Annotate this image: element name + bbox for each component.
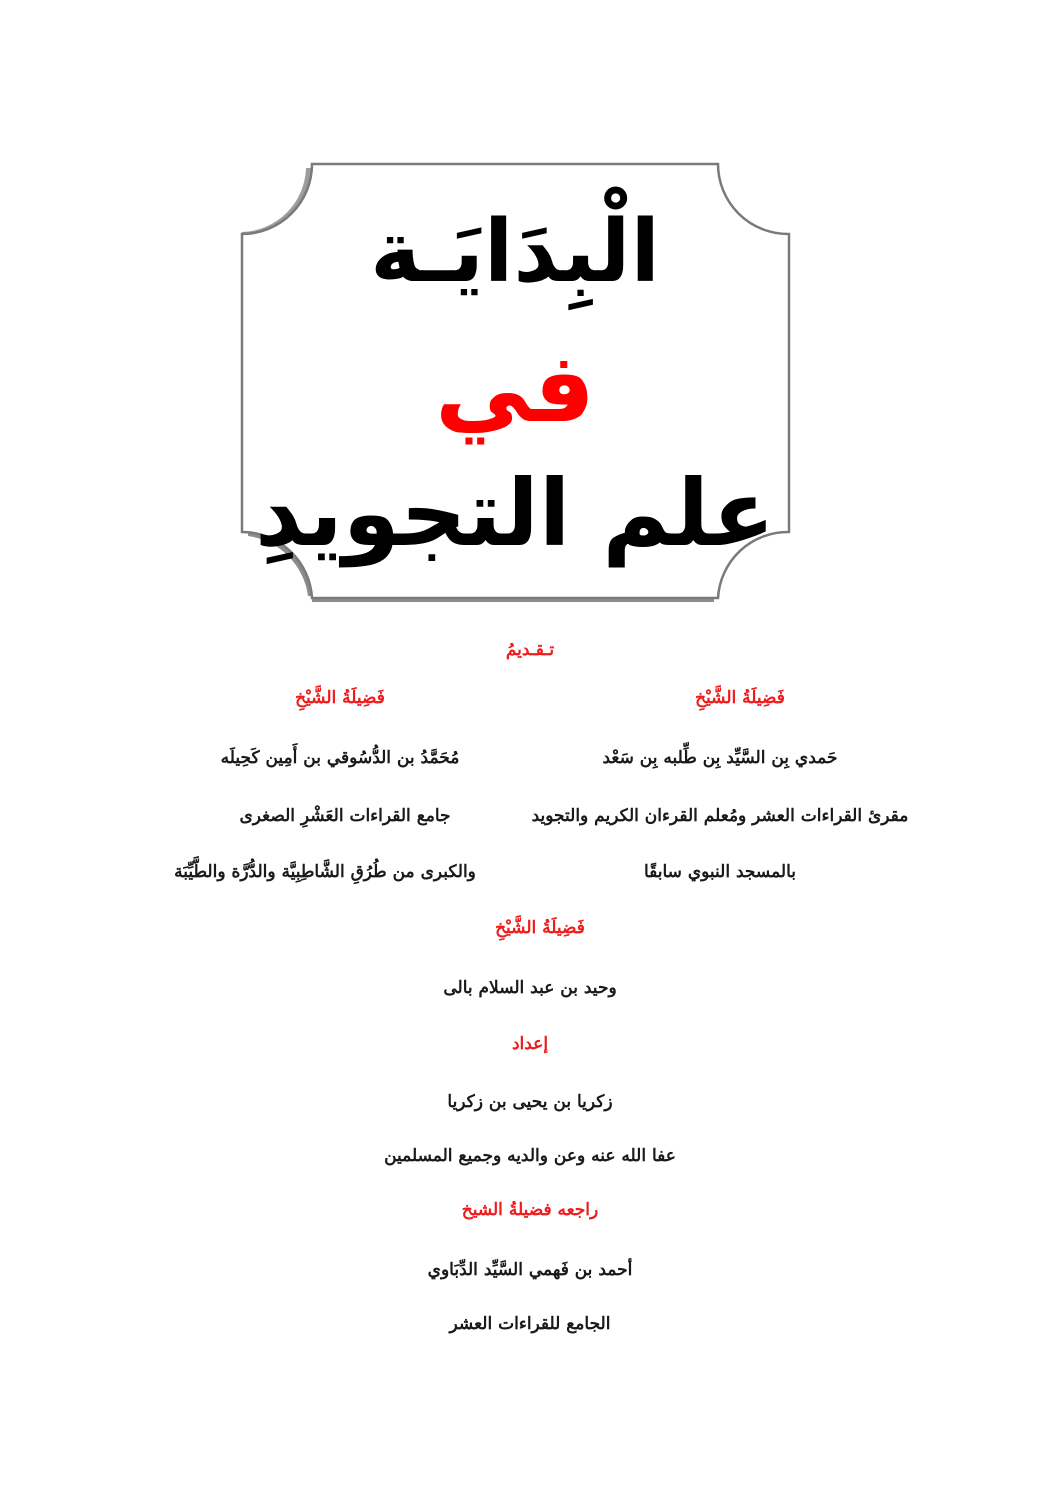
preparation-heading: إعداد: [511, 1034, 549, 1054]
intro-heading: تـقـديمُ: [505, 640, 555, 660]
title-line-3: علم التجويدِ: [255, 460, 775, 567]
author-prayer: عفا الله عنه وعن والديه وجميع المسلمين: [384, 1146, 676, 1166]
right-sheikh-title-2: بالمسجد النبوي سابقًا: [643, 862, 796, 882]
left-sheikh-name: مُحَمَّدُ بن الدُّسُوقي بن أَمِين كَحِيلَه: [220, 748, 460, 768]
reviewer-title: الجامع للقراءات العشر: [449, 1314, 611, 1334]
title-line-2: في: [435, 332, 595, 444]
reviewer-name: أحمد بن فَهمي السَّيِّد الدِّبَاوي: [427, 1260, 633, 1280]
left-sheikh-heading: فَضِيلَةُ الشَّيْخِ: [295, 688, 385, 708]
title-line-1: الْبِدَايَـة: [370, 202, 660, 302]
left-sheikh-title-2: والكبرى من طُرُقِ الشَّاطِبِيَّة والدُّرَّة والطَّيِّبَة: [174, 862, 476, 882]
left-sheikh-title: جامع القراءات العَشْرِ الصغرى: [239, 806, 451, 826]
center-sheikh-heading: فَضِيلَةُ الشَّيْخِ: [495, 918, 585, 938]
right-sheikh-name: حَمدي بِن السَّيِّد بِن طِّلبه بِن سَعْد: [602, 748, 838, 768]
center-sheikh-name: وحيد بن عبد السلام بالى: [443, 978, 617, 998]
review-heading: راجعه فضيلةُ الشيخ: [461, 1200, 599, 1220]
right-sheikh-heading: فَضِيلَةُ الشَّيْخِ: [695, 688, 785, 708]
right-sheikh-title: مقرئ القراءات العشر ومُعلم القرءان الكريم والتجويد: [531, 806, 909, 826]
author-name: زكريا بن يحيى بن زكريا: [447, 1092, 613, 1112]
title-frame: [236, 160, 794, 606]
